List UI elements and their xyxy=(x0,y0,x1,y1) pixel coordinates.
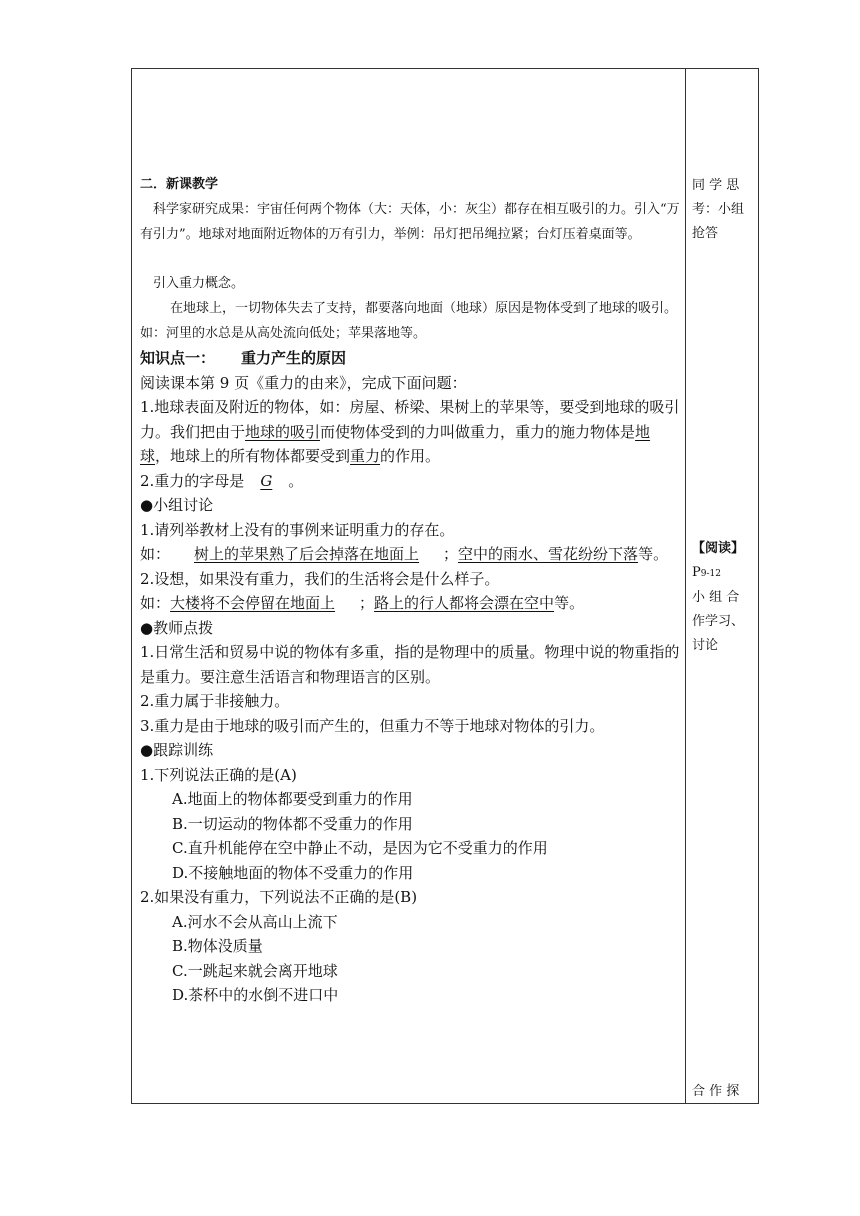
teacher-point-1: 1.日常生活和贸易中说的物体有多重，指的是物理中的质量。物理中说的物重指的是重力。要注意生活语言和物理语言的区别。 xyxy=(140,643,680,686)
practice-2-option: C.一跳起来就会离开地球 xyxy=(172,961,338,980)
q2-end: 。 xyxy=(288,471,304,490)
column-divider xyxy=(685,68,686,1104)
side-note-reading xyxy=(692,537,756,658)
page-range: P9-12 xyxy=(692,565,721,580)
q2-answer: G xyxy=(260,471,273,490)
discussion-1: 1.请列举教材上没有的事例来证明重力的存在。 xyxy=(140,520,455,539)
d2-answer-1: 大楼将不会停留在地面上 xyxy=(170,594,336,612)
practice-1-option: C.直升机能停在空中静止不动，是因为它不受重力的作用 xyxy=(172,839,548,857)
side-note-line: 小 组 合 xyxy=(692,590,740,605)
discussion-heading: ●小组讨论 xyxy=(140,496,214,514)
teacher-point-3: 3.重力是由于地球的吸引而产生的，但重力不等于地球对物体的引力。 xyxy=(140,716,605,735)
spacer xyxy=(140,247,680,271)
practice-1-option: A.地面上的物体都要受到重力的作用 xyxy=(172,790,413,808)
practice-1-option: B.一切运动的物体都不受重力的作用 xyxy=(172,814,413,833)
q1-text-b: 而使物体受到的力叫做重力，重力的施力物体是 xyxy=(320,422,636,441)
teacher-point-2: 2.重力属于非接触力。 xyxy=(140,692,290,710)
practice-1-option: D.不接触地面的物体不受重力的作用 xyxy=(172,863,414,882)
q2-text: 2.重力的字母是 xyxy=(140,471,245,490)
intro-paragraph-2: 引入重力概念。 xyxy=(153,276,245,291)
practice-2-option: B.物体没质量 xyxy=(172,937,263,955)
q1-text-a: 1.地球表面及附近的物体，如：房屋、桥梁、果树上的苹果等，要受到地球的吸引力。我们把由于 xyxy=(140,398,680,441)
side-note-line: 讨论 xyxy=(692,638,719,653)
intro-paragraph-1: 科学家研究成果：宇宙任何两个物体（大：天体，小：灰尘）都存在相互吸引的力。引入“万有引力”。地球对地面附近物体的万有引力，举例：吊灯把吊绳拉紧；台灯压着桌面等。 xyxy=(140,202,680,242)
d1-answer-1: 树上的苹果熟了后会掉落在地面上 xyxy=(194,545,420,563)
teacher-heading: ●教师点拨 xyxy=(140,618,214,637)
reading-label: 【阅读】 xyxy=(692,541,745,556)
side-note-line: 考：小组 xyxy=(692,202,745,217)
discussion-2: 2.设想，如果没有重力，我们的生活将会是什么样子。 xyxy=(140,569,500,588)
practice-2-stem: 2.如果没有重力，下列说法不正确的是(B) xyxy=(140,888,418,906)
knowledge-point-heading xyxy=(140,346,680,371)
d2-answer-2: 路上的行人都将会漂在空中 xyxy=(374,594,555,612)
side-note-line: 作学习、 xyxy=(692,614,745,629)
practice-heading: ●跟踪训练 xyxy=(140,741,214,759)
side-note-explore xyxy=(692,1080,756,1104)
discussion-2-answer: 如：大楼将不会停留在地面上 ；路上的行人都将会漂在空中等。 xyxy=(140,594,585,612)
q1-answer-3: 重力 xyxy=(350,447,381,465)
main-column xyxy=(140,172,680,1008)
side-note-line: 合 作 探 xyxy=(692,1084,740,1099)
discussion-1-answer: 如： 树上的苹果熟了后会掉落在地面上 ；空中的雨水、雪花纷纷下落等。 xyxy=(140,545,669,563)
practice-2-option: D.茶杯中的水倒不进口中 xyxy=(172,986,339,1004)
intro-paragraph-3: 在地球上，一切物体失去了支持，都要落向地面（地球）原因是物体受到了地球的吸引。如：河里的水总是从高处流向低处；苹果落地等。 xyxy=(140,301,678,341)
q1-answer-1: 地球的吸引 xyxy=(245,422,321,441)
side-note-think xyxy=(692,174,756,246)
q1-text-d: 的作用。 xyxy=(380,447,441,465)
q1-answer-2: 地球 xyxy=(140,422,651,465)
question-2 xyxy=(140,469,680,494)
kp-label: 知识点一： xyxy=(140,349,216,367)
reading-task: 阅读课本第 9 页《重力的由来》，完成下面问题： xyxy=(140,373,467,392)
question-1 xyxy=(140,395,680,469)
section-title: 二．新课教学 xyxy=(140,177,219,192)
q1-text-c: ，地球上的所有物体都要受到 xyxy=(155,447,351,465)
d1-answer-2: 空中的雨水、雪花纷纷下落 xyxy=(458,545,639,563)
side-note-line: 同 学 思 xyxy=(692,178,740,193)
practice-2-option: A.河水不会从高山上流下 xyxy=(172,912,338,931)
practice-1-stem: 1.下列说法正确的是(A) xyxy=(140,765,297,784)
side-note-line: 抢答 xyxy=(692,226,719,241)
kp-title: 重力产生的原因 xyxy=(241,349,347,367)
